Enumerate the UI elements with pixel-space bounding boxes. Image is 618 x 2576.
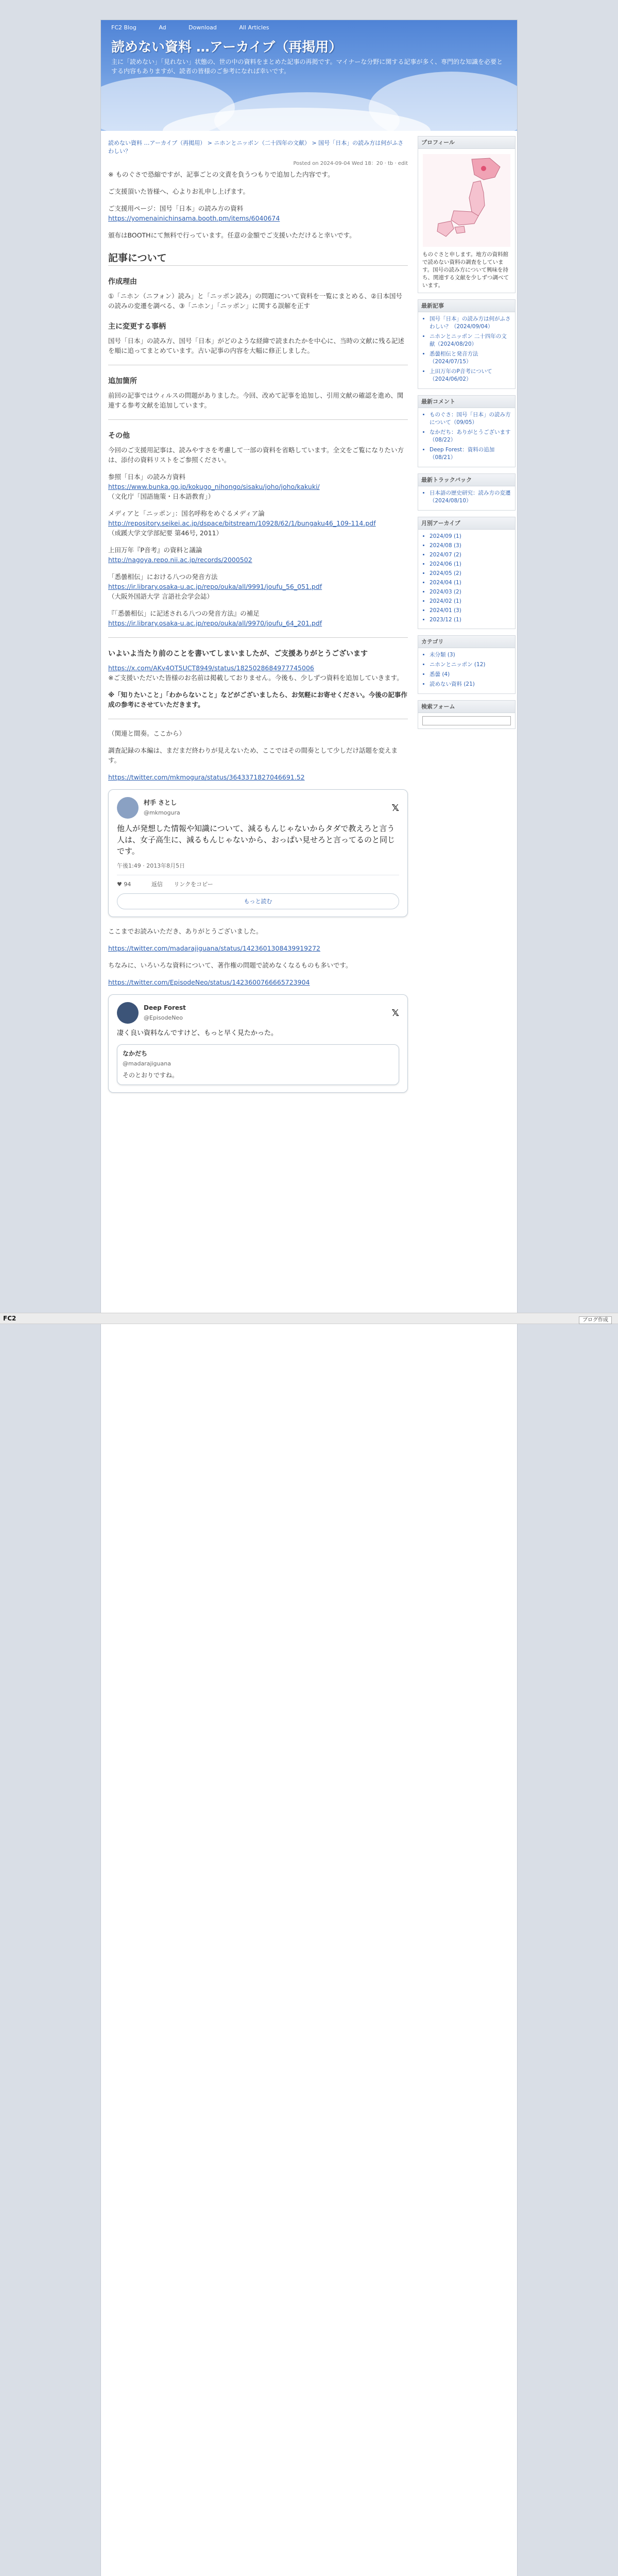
recent-trackbacks-title: 最新トラックバック [418, 474, 515, 486]
archive-item[interactable]: • 2024/02 (1) [430, 598, 511, 605]
notice-text: ※「知りたいこと」「わからないこと」などがございましたら、お気軽にお寄せください。今後の記事作成の参考にさせていただきます。 [108, 691, 407, 708]
recent-trackbacks-box [418, 473, 516, 511]
recent-comments-box [418, 395, 516, 467]
heading-writing: 作成理由 [108, 278, 137, 286]
reference-link[interactable]: https://ir.library.osaka-u.ac.jp/repo/ouka/all/9970/joufu_64_201.pdf [108, 619, 322, 627]
archive-item[interactable]: • 2024/08 (3) [430, 542, 511, 550]
embedded-tweet[interactable] [108, 789, 408, 917]
tweet-author[interactable]: Deep Forest [144, 1004, 186, 1011]
tweet-handle[interactable]: @EpisodeNeo [144, 1014, 183, 1021]
reference-title: 上田万年『P音考』の資料と議論 [108, 546, 202, 554]
archive-item[interactable]: • 2024/09 (1) [430, 533, 511, 540]
japan-map-image [423, 154, 510, 247]
site-title[interactable]: 読めない資料 …アーカイブ（再掲用） [111, 40, 342, 55]
tweet-author[interactable]: 村手 さとし [144, 799, 177, 806]
heading-added: 追加箇所 [108, 377, 137, 385]
page-container [100, 20, 518, 2576]
tweet-link[interactable]: https://twitter.com/mkmogura/status/3643371827046691.52 [108, 773, 305, 781]
fc2-logo[interactable]: FC2 [3, 1315, 16, 1322]
recent-comment[interactable]: • ものぐさ：国号「日本」の読み方について（09/05） [430, 411, 511, 427]
tweet-actions [117, 875, 399, 889]
recent-entry[interactable]: • 国号「日本」の読み方は何がふさわしい？（2024/09/04） [430, 315, 511, 331]
reference-title: 「悉曇相伝」における八つの発音方法 [108, 573, 218, 581]
archive-item[interactable]: • 2024/07 (2) [430, 551, 511, 559]
tweet-text: 他人が発想した情報や知識について、減るもんじゃないからタダで教えろと言う人は、女子高生に、減るもんじゃないから、おっぱい見せろと言ってるのと同じです。 [117, 824, 396, 856]
paragraph: ちなみに、いろいろな資料について、著作権の問題で読めなくなるものも多いです。 [108, 961, 352, 969]
thanks-link[interactable]: https://x.com/AKv4OT5UCT8949/status/1825028684977745006 [108, 664, 314, 672]
archive-item[interactable]: • 2024/06 (1) [430, 561, 511, 568]
reply-button[interactable]: 返信 [151, 881, 163, 888]
reference-note: （文化庁「国語施策・日本語教育」） [108, 493, 215, 500]
categories-box [418, 635, 516, 694]
post-meta: Posted on 2024-09-04 Wed 18：20 · tb · edit [293, 161, 408, 166]
search-title: 検索フォーム [418, 701, 515, 713]
tweet-text: 凄く良い資料なんですけど、もっと早く見たかった。 [117, 1029, 278, 1037]
reference-heading: 参照「日本」の読み方資料 [108, 473, 186, 481]
reference-link[interactable]: https://ir.library.osaka-u.ac.jp/repo/ouka/all/9991/joufu_56_051.pdf [108, 583, 322, 590]
reference-link[interactable]: http://nagoya.repo.nii.ac.jp/records/2000502 [108, 556, 252, 564]
fc2-footer-bar [0, 1313, 618, 1324]
like-count: 94 [124, 881, 131, 888]
tweet-time[interactable]: 午後1:49 · 2013年8月5日 [117, 862, 185, 869]
heading-other: その他 [108, 432, 130, 440]
create-blog-button[interactable]: ブログ作成 [579, 1316, 612, 1324]
archive-item[interactable]: • 2024/03 (2) [430, 588, 511, 596]
recent-entry[interactable]: • 悉曇相伝と発音方法（2024/07/15） [430, 350, 511, 366]
category-item[interactable]: • ニホンとニッポン (12) [430, 661, 511, 669]
site-description: 主に「読めない」「見れない」状態の、世の中の資料をまとめた記事の再掲です。マイナーな分野に関する記事が多く、専門的な知識を必要とする内容もありますが、読者の皆様のご参考になれば幸いです。 [111, 58, 503, 75]
recent-entry[interactable]: • 上田万年のP音考について（2024/06/02） [430, 368, 511, 383]
changes-text: 国号「日本」の読み方、国号「日本」がどのような経緯で読まれたかを中心に、当時の文献に残る記述を順に追ってまとめています。古い記事の内容を大幅に修正しました。 [108, 337, 405, 354]
section-title: 記事について [108, 253, 408, 266]
recent-comments-title: 最新コメント [418, 396, 515, 408]
divider [108, 419, 408, 420]
tweet-link[interactable]: https://twitter.com/madarajiguana/status/1423601308439919272 [108, 944, 320, 952]
divider [108, 637, 408, 638]
like-button[interactable]: ♥ 94 [117, 881, 131, 888]
embedded-tweet[interactable] [108, 994, 408, 1093]
main-column [101, 136, 415, 1102]
recent-comment[interactable]: • Deep Forest：資料の追加（08/21） [430, 446, 511, 462]
other-text: 今回のご支援用記事は、読みやすさを考慮して一部の資料を省略しています。全文をご覧になりたい方は、添付の資料リストをご参照ください。 [108, 446, 404, 464]
header-nav [111, 24, 290, 31]
recent-entry[interactable]: • ニホンとニッポン 二十四年の文献（2024/08/20） [430, 333, 511, 348]
category-item[interactable]: • 未分類 (3) [430, 651, 511, 659]
quoted-handle[interactable]: @madarajiguana [123, 1060, 171, 1067]
copy-link-button[interactable]: リンクをコピー [174, 881, 213, 888]
recent-entries-box [418, 299, 516, 389]
reference-link[interactable]: http://repository.seikei.ac.jp/dspace/bitstream/10928/62/1/bungaku46_109-114.pdf [108, 519, 376, 527]
avatar[interactable] [117, 797, 139, 819]
sidebar [418, 136, 516, 735]
recent-entries-title: 最新記事 [418, 300, 515, 312]
quoted-text: そのとおりですね。 [123, 1072, 179, 1079]
tweet-handle[interactable]: @mkmogura [144, 809, 180, 816]
after-tweet-text: ここまでお読みいただき、ありがとうございました。 [108, 927, 263, 935]
archive-item[interactable]: • 2023/12 (1) [430, 616, 511, 624]
x-logo-icon[interactable]: 𝕏 [391, 1007, 399, 1019]
nav-item[interactable]: Ad [159, 24, 166, 31]
thanks-text: ご支援頂いた皆様へ、心よりお礼申し上げます。 [108, 188, 250, 195]
search-input[interactable] [422, 716, 511, 725]
profile-text: ものぐさと申します。地方の資料館で読めない資料の調査をしています。国号の読み方について興味を持ち、関連する文献を少しずつ調べています。 [422, 251, 509, 289]
archives-title: 月別アーカイブ [418, 517, 515, 530]
heading-changes: 主に変更する事柄 [108, 323, 166, 331]
reference-title: 『「悉曇相伝」に記述される八つの発音方法』の補足 [108, 609, 260, 617]
heading-thanks: いよいよ当たり前のことを書いてしまいましたが、ご支援ありがとうございます [108, 650, 368, 658]
search-box [418, 700, 516, 729]
nav-item[interactable]: Download [188, 24, 217, 31]
support-label: ご支援用ページ：国号「日本」の読み方の資料 [108, 205, 244, 212]
support-link[interactable]: https://yomenainichinsama.booth.pm/items/6040674 [108, 214, 280, 222]
reference-link[interactable]: https://www.bunka.go.jp/kokugo_nihongo/sisaku/joho/joho/kakuki/ [108, 483, 320, 490]
reference-title: メディアと「ニッポン」：国名呼称をめぐるメディア論 [108, 510, 265, 517]
blog-header [101, 20, 517, 131]
quoted-tweet[interactable] [117, 1044, 399, 1085]
recent-trackback[interactable]: • 日本語の歴史研究：読み方の変遷（2024/08/10） [430, 489, 511, 505]
reference-note: （成蹊大学文学部紀要 第46号, 2011） [108, 529, 223, 537]
breadcrumb[interactable]: 読めない資料 …アーカイブ（再掲用） > ニホンとニッポン（二十四年の文献） > 国号「日本」の読み方は何がふさわしい？ [108, 140, 404, 155]
profile-title: プロフィール [418, 137, 515, 149]
profile-box [418, 136, 516, 293]
avatar[interactable] [117, 1002, 139, 1024]
categories-title: カテゴリ [418, 636, 515, 648]
links-text: 調査記録の本編は、まだまだ終わりが見えないため、ここではその間奏として少しだけ話題を変えます。 [108, 747, 398, 764]
read-more-button[interactable]: もっと読む [117, 893, 399, 909]
reference-note: （大阪外国語大学 言語社会学会誌） [108, 592, 213, 600]
category-item[interactable]: • 読めない資料 (21) [430, 681, 511, 688]
archive-item[interactable]: • 2024/01 (3) [430, 607, 511, 615]
thanks-body: ※ご支援いただいた皆様のお名前は掲載しておりません。今後も、少しずつ資料を追加していきます。 [108, 674, 403, 682]
nav-item[interactable]: All Articles [239, 24, 269, 31]
archives-box [418, 517, 516, 629]
archive-item[interactable]: • 2024/04 (1) [430, 579, 511, 587]
nav-item[interactable]: FC2 Blog [111, 24, 136, 31]
quoted-author[interactable]: なかだち [123, 1050, 148, 1057]
archive-item[interactable]: • 2024/05 (2) [430, 570, 511, 578]
links-heading: （関連と間奏。ここから） [108, 730, 186, 737]
category-item[interactable]: • 悉曇 (4) [430, 671, 511, 679]
intro-text: ※ ものぐさで恐縮ですが、記事ごとの文責を負うつもりで追加した内容です。 [108, 171, 334, 178]
support-note: 頒布はBOOTHにて無料で行っています。任意の金額でご支援いただけると幸いです。 [108, 231, 356, 239]
tweet-link[interactable]: https://twitter.com/EpisodeNeo/status/1423600766665723904 [108, 978, 310, 986]
x-logo-icon[interactable]: 𝕏 [391, 802, 399, 814]
added-text: 前回の記事ではウィルスの問題がありました。今回、改めて記事を追加し、引用文献の確認を進め、関連する参考文献を追加しています。 [108, 392, 404, 409]
recent-comment[interactable]: • なかだち：ありがとうございます（08/22） [430, 429, 511, 444]
writing-text: ①「ニホン（ニフォン）読み」と「ニッポン読み」の問題について資料を一覧にまとめる、②日本国号の読みの変遷を調べる、③「ニホン」「ニッポン」に関する誤解を正す [108, 292, 403, 310]
article-body [101, 170, 415, 1093]
